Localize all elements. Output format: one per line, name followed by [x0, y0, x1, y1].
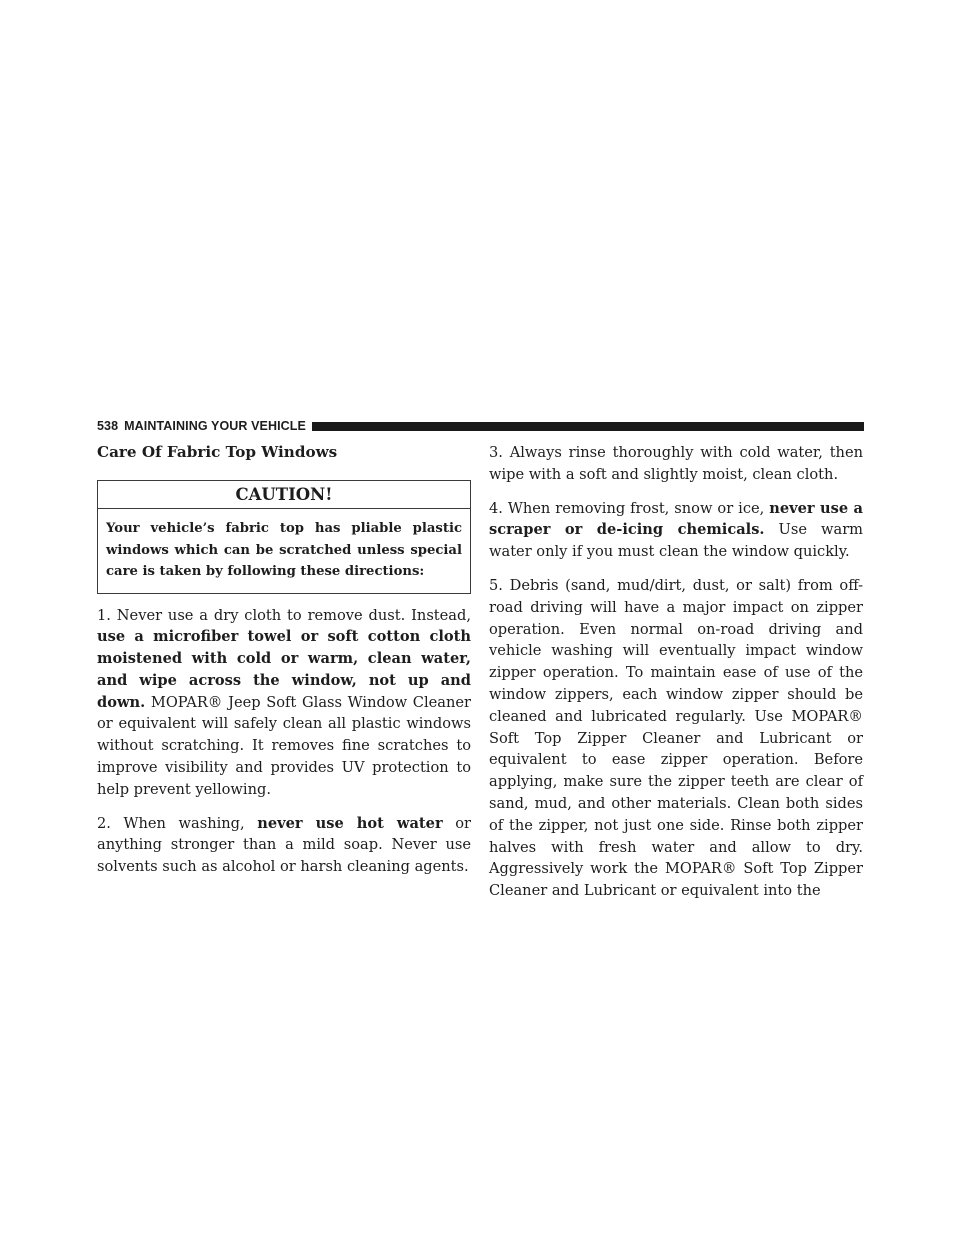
- page-header: [97, 417, 864, 434]
- item-2-emphasis: never use hot water: [257, 814, 443, 832]
- left-column: [97, 438, 471, 890]
- instruction-item-5: 5. Debris (sand, mud/dirt, dust, or salt) from off-road driving will have a major impact on zipper operation. Even normal on-road driving and vehicle washing will eventually impact window zipper operation. To maintain ease of use of the window zippers, each window zipper should be cleaned and lubricated regularly. Use MOPAR® Soft Top Zipper Cleaner and Lubricant or equivalent to ease zipper operation. Before applying, make sure the zipper teeth are clear of sand, mud, and other materials. Clean both sides of the zipper, not just one side. Rinse both zipper halves with fresh water and allow to dry. Aggressively work the MOPAR® Soft Top Zipper Cleaner and Lubricant or equivalent into the: [489, 576, 863, 900]
- caution-label: CAUTION!: [98, 481, 470, 509]
- item-4-lead: 4. When removing frost, snow or ice,: [489, 499, 770, 517]
- item-1-tail: MOPAR® Jeep Soft Glass Window Cleaner or equivalent will safely clean all plastic windows without scratching. It removes fine scratches to improve visibility and provides UV protection to help prevent yellowing.: [97, 693, 471, 798]
- instruction-item-3: 3. Always rinse thoroughly with cold water, then wipe with a soft and slightly moist, clean cloth.: [489, 444, 863, 483]
- instruction-item-2: [97, 813, 471, 878]
- item-1-emphasis: use a microfiber towel or soft cotton cloth moistened with cold or warm, clean water, and wipe across the window, not up and down.: [97, 628, 471, 711]
- header-rule: [312, 422, 864, 431]
- section-name: MAINTAINING YOUR VEHICLE: [124, 418, 306, 433]
- caution-box: [97, 480, 471, 594]
- item-1-lead: 1. Never use a dry cloth to remove dust. Instead,: [97, 606, 471, 624]
- right-column: [489, 438, 863, 914]
- item-2-tail: or anything stronger than a mild soap. Never use solvents such as alcohol or harsh cleaning agents.: [97, 814, 471, 876]
- item-2-lead: 2. When washing,: [97, 814, 258, 832]
- instruction-item-4: [489, 498, 863, 563]
- item-4-tail: Use warm water only if you must clean the window quickly.: [489, 521, 864, 561]
- caution-text: Your vehicle’s fabric top has pliable plastic windows which can be scratched unless special care is taken by following these directions:: [106, 521, 462, 579]
- item-4-emphasis: never use a scraper or de-icing chemicals.: [489, 499, 863, 539]
- instruction-item-1: [97, 605, 471, 801]
- section-title: Care Of Fabric Top Windows: [97, 443, 338, 461]
- page-number: 538: [97, 418, 119, 433]
